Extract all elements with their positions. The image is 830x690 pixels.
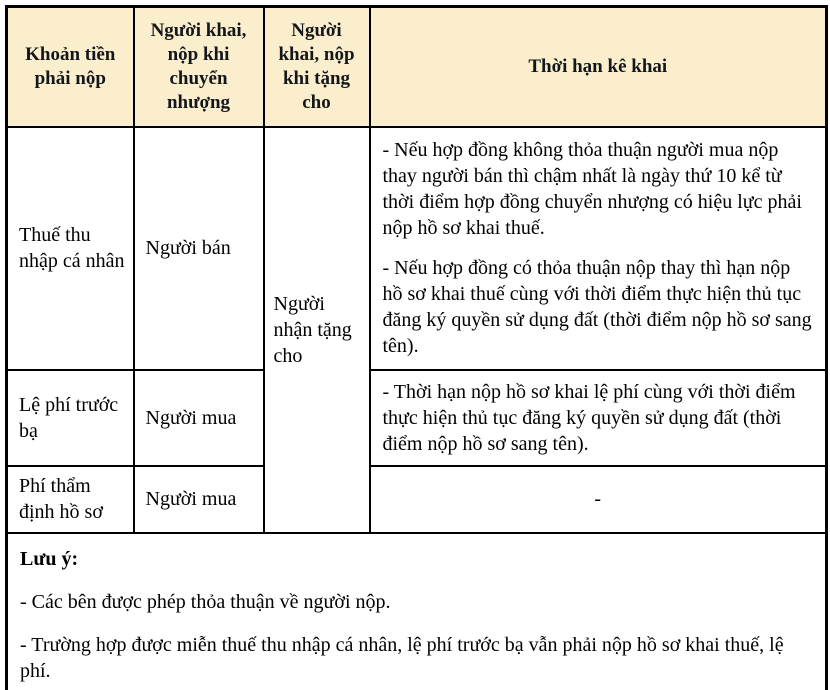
deadline-registration-fee-paragraph: - Thời hạn nộp hồ sơ khai lệ phí cùng với thời điểm thực hiện thủ tục đăng ký quyền sử dụng đất (thời điểm nộp hồ sơ sang tên). [382, 380, 796, 455]
cell-deadline-registration-fee [370, 370, 827, 466]
cell-note [7, 533, 827, 690]
note-item-1: - Các bên được phép thỏa thuận về người nộp. [20, 590, 391, 613]
table-row-registration-fee [7, 370, 827, 466]
table-row-note [7, 533, 827, 690]
cell-deadline-pit [370, 127, 827, 370]
table-row-personal-income-tax [7, 127, 827, 370]
cell-payer-transfer-pit: Người bán [134, 127, 264, 370]
tax-declaration-table [5, 5, 828, 690]
note-title: Lưu ý: [20, 547, 79, 570]
cell-payer-transfer-appraisal-fee: Người mua [134, 466, 264, 533]
header-payer-transfer: Người khai, nộp khi chuyển nhượng [134, 7, 264, 127]
cell-amount-pit: Thuế thu nhập cá nhân [7, 127, 134, 370]
cell-deadline-appraisal-fee: - [370, 466, 827, 533]
header-payer-gift: Người khai, nộp khi tặng cho [264, 7, 370, 127]
cell-payer-transfer-registration-fee: Người mua [134, 370, 264, 466]
cell-amount-appraisal-fee: Phí thẩm định hồ sơ [7, 466, 134, 533]
cell-payer-gift-merged: Người nhận tặng cho [264, 127, 370, 533]
header-amount: Khoản tiền phải nộp [7, 7, 134, 127]
table-row-appraisal-fee [7, 466, 827, 533]
deadline-pit-paragraph-2: - Nếu hợp đồng có thỏa thuận nộp thay thì hạn nộp hồ sơ khai thuế cùng với thời điểm thực hiện thủ tục đăng ký quyền sử dụng đất (thời điểm nộp hồ sơ sang tên). [382, 257, 812, 357]
note-item-2: - Trường hợp được miễn thuế thu nhập cá nhân, lệ phí trước bạ vẫn phải nộp hồ sơ khai thuế, lệ phí. [20, 633, 784, 682]
cell-amount-registration-fee: Lệ phí trước bạ [7, 370, 134, 466]
header-deadline: Thời hạn kê khai [370, 7, 827, 127]
deadline-pit-paragraph-1: - Nếu hợp đồng không thỏa thuận người mua nộp thay người bán thì chậm nhất là ngày thứ 10 kể từ thời điểm hợp đồng chuyển nhượng có hiệu lực phải nộp hồ sơ khai thuế. [382, 139, 802, 239]
table-header-row [7, 7, 827, 127]
